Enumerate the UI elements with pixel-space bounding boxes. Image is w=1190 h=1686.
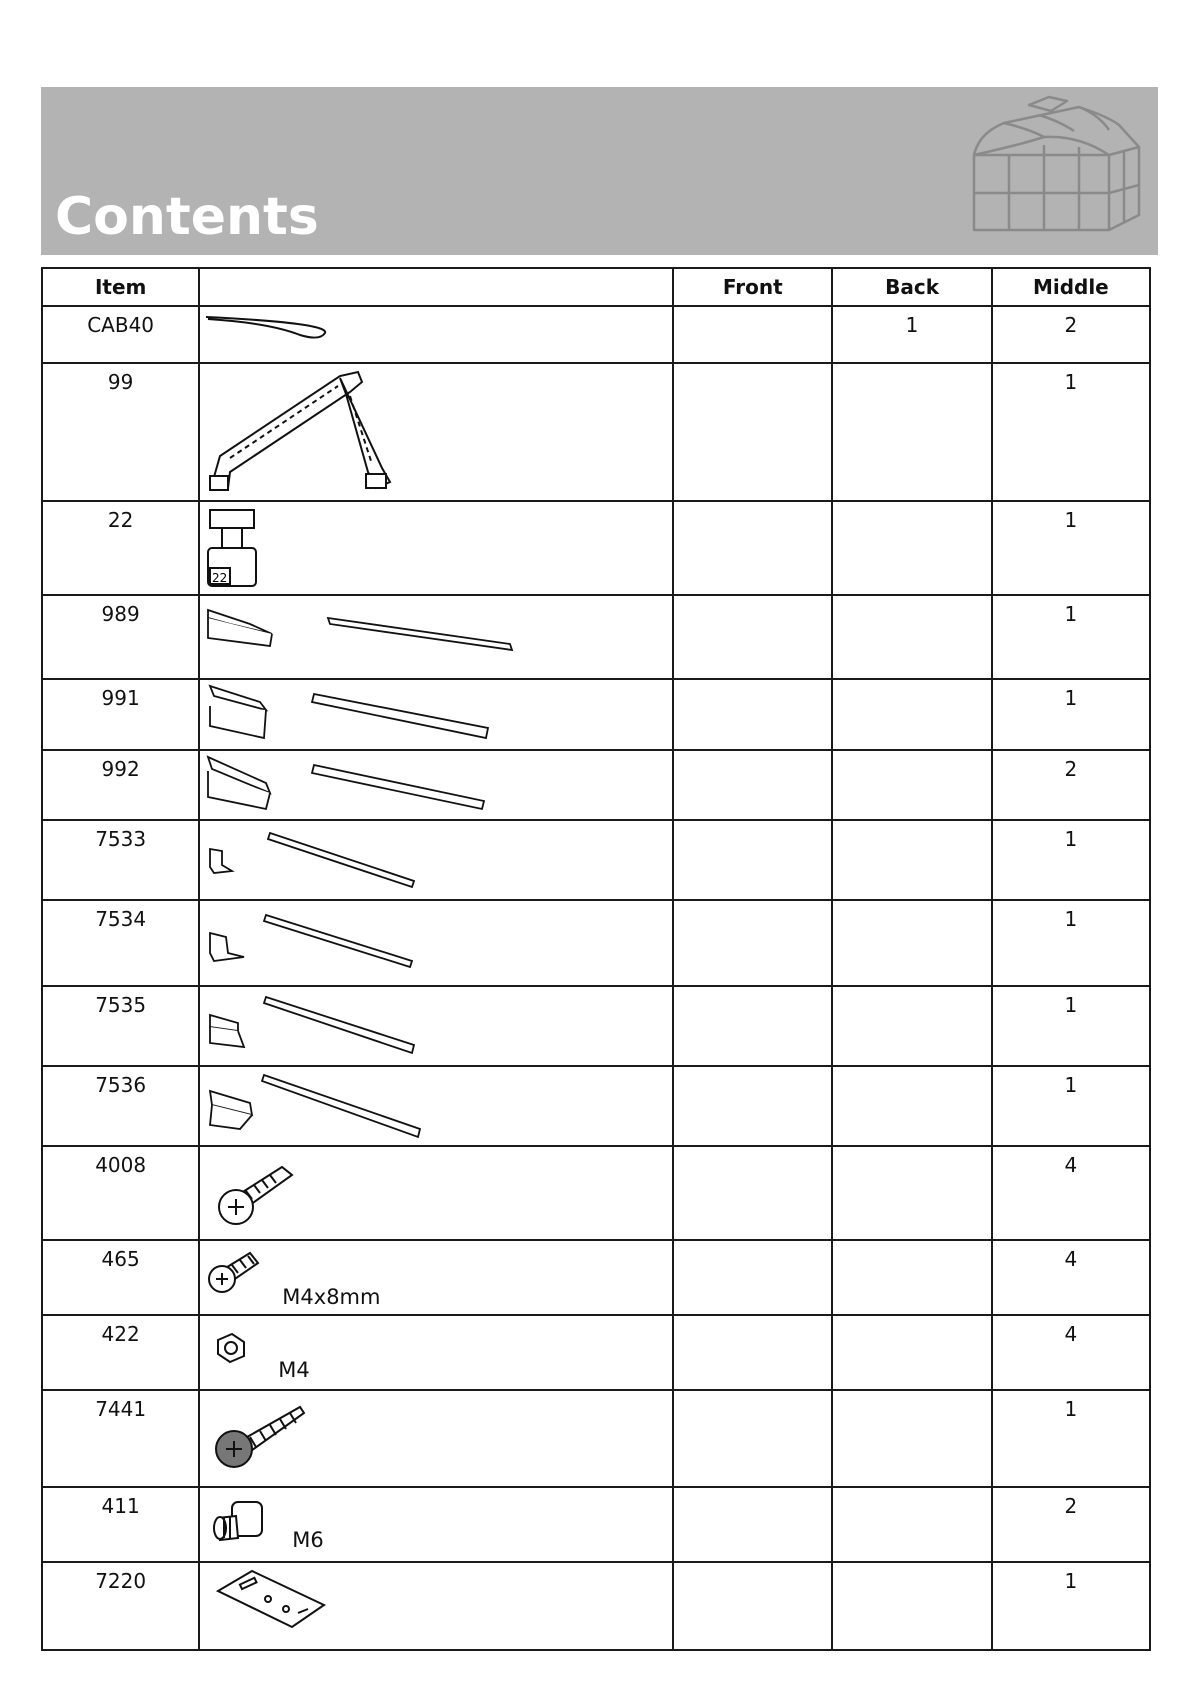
item-number: 99 xyxy=(42,363,199,501)
size-label: M6 xyxy=(292,1528,324,1552)
middle-qty: 1 xyxy=(992,900,1150,986)
middle-qty: 1 xyxy=(992,1066,1150,1146)
front-qty xyxy=(673,1390,832,1487)
table-row xyxy=(42,1066,1150,1146)
table-row xyxy=(42,1390,1150,1487)
middle-qty: 1 xyxy=(992,1562,1150,1650)
profile-bar-icon xyxy=(200,680,520,746)
part-image-cell xyxy=(199,1315,673,1390)
front-qty xyxy=(673,900,832,986)
header-item: Item xyxy=(42,268,199,306)
hex-nut-icon xyxy=(200,1316,500,1386)
square-head-bolt-icon xyxy=(200,1488,500,1558)
middle-qty: 1 xyxy=(992,363,1150,501)
roof-joint-bracket-icon xyxy=(200,364,500,498)
profile-bar-icon xyxy=(200,901,520,983)
item-number: 411 xyxy=(42,1487,199,1562)
middle-qty: 1 xyxy=(992,595,1150,679)
back-qty xyxy=(832,820,991,900)
item-number: 7535 xyxy=(42,986,199,1066)
profile-bar-icon xyxy=(200,596,520,676)
table-row xyxy=(42,1562,1150,1650)
table-row xyxy=(42,1240,1150,1315)
profile-bar-icon xyxy=(200,751,520,817)
table-row xyxy=(42,820,1150,900)
back-qty xyxy=(832,501,991,595)
table-row xyxy=(42,986,1150,1066)
self-drilling-screw-icon xyxy=(200,1147,500,1237)
table-row xyxy=(42,1315,1150,1390)
part-image-cell xyxy=(199,1562,673,1650)
front-qty xyxy=(673,306,832,363)
front-qty xyxy=(673,595,832,679)
item-number: 991 xyxy=(42,679,199,750)
middle-qty: 4 xyxy=(992,1240,1150,1315)
middle-qty: 1 xyxy=(992,501,1150,595)
item-number: 7534 xyxy=(42,900,199,986)
table-row xyxy=(42,900,1150,986)
part-image-cell xyxy=(199,750,673,820)
header-front: Front xyxy=(673,268,832,306)
item-number: 7441 xyxy=(42,1390,199,1487)
front-qty xyxy=(673,1240,832,1315)
item-number: 4008 xyxy=(42,1146,199,1240)
back-qty xyxy=(832,986,991,1066)
part-image-cell xyxy=(199,501,673,595)
item-number: CAB40 xyxy=(42,306,199,363)
contents-banner xyxy=(41,87,1158,255)
page-title: Contents xyxy=(55,187,319,247)
front-qty xyxy=(673,363,832,501)
table-row xyxy=(42,750,1150,820)
wood-screw-icon xyxy=(200,1391,500,1483)
back-qty xyxy=(832,679,991,750)
table-row xyxy=(42,595,1150,679)
svg-text:22: 22 xyxy=(212,571,228,585)
greenhouse-icon xyxy=(959,95,1149,235)
size-label: M4 xyxy=(278,1358,310,1382)
table-row xyxy=(42,679,1150,750)
part-image-cell xyxy=(199,306,673,363)
front-qty xyxy=(673,1487,832,1562)
table-row xyxy=(42,1487,1150,1562)
part-image-cell xyxy=(199,820,673,900)
back-qty xyxy=(832,1146,991,1240)
part-image-cell xyxy=(199,1390,673,1487)
front-qty xyxy=(673,750,832,820)
part-image-cell xyxy=(199,679,673,750)
back-qty xyxy=(832,1390,991,1487)
profile-bar-icon xyxy=(200,987,520,1063)
header-picture xyxy=(199,268,673,306)
part-image-cell xyxy=(199,1487,673,1562)
size-label: M4x8mm xyxy=(282,1285,381,1309)
cable-tie-icon xyxy=(200,307,500,357)
item-number: 465 xyxy=(42,1240,199,1315)
item-number: 989 xyxy=(42,595,199,679)
back-qty xyxy=(832,1066,991,1146)
back-qty xyxy=(832,750,991,820)
back-qty xyxy=(832,1487,991,1562)
header-back: Back xyxy=(832,268,991,306)
back-qty: 1 xyxy=(832,306,991,363)
back-qty xyxy=(832,1562,991,1650)
front-qty xyxy=(673,1315,832,1390)
table-row xyxy=(42,1146,1150,1240)
back-qty xyxy=(832,1315,991,1390)
part-image-cell xyxy=(199,595,673,679)
table-row xyxy=(42,501,1150,595)
middle-qty: 4 xyxy=(992,1146,1150,1240)
parts-table xyxy=(41,267,1151,1651)
connector-cap-icon xyxy=(200,502,500,592)
part-image-cell xyxy=(199,1146,673,1240)
front-qty xyxy=(673,1562,832,1650)
item-number: 22 xyxy=(42,501,199,595)
part-image-cell xyxy=(199,1240,673,1315)
item-number: 7533 xyxy=(42,820,199,900)
middle-qty: 1 xyxy=(992,986,1150,1066)
item-number: 422 xyxy=(42,1315,199,1390)
table-row xyxy=(42,363,1150,501)
item-number: 7220 xyxy=(42,1562,199,1650)
front-qty xyxy=(673,1146,832,1240)
front-qty xyxy=(673,986,832,1066)
profile-bar-icon xyxy=(200,1067,520,1143)
back-qty xyxy=(832,595,991,679)
middle-qty: 1 xyxy=(992,679,1150,750)
middle-qty: 1 xyxy=(992,820,1150,900)
part-image-cell xyxy=(199,986,673,1066)
front-qty xyxy=(673,679,832,750)
middle-qty: 1 xyxy=(992,1390,1150,1487)
back-qty xyxy=(832,363,991,501)
item-number: 7536 xyxy=(42,1066,199,1146)
item-number: 992 xyxy=(42,750,199,820)
middle-qty: 4 xyxy=(992,1315,1150,1390)
header-middle: Middle xyxy=(992,268,1150,306)
front-qty xyxy=(673,820,832,900)
front-qty xyxy=(673,501,832,595)
table-row xyxy=(42,306,1150,363)
part-image-cell xyxy=(199,1066,673,1146)
profile-bar-icon xyxy=(200,821,520,897)
part-image-cell xyxy=(199,900,673,986)
back-qty xyxy=(832,900,991,986)
middle-qty: 2 xyxy=(992,306,1150,363)
back-qty xyxy=(832,1240,991,1315)
front-qty xyxy=(673,1066,832,1146)
mounting-plate-icon xyxy=(200,1563,500,1647)
middle-qty: 2 xyxy=(992,750,1150,820)
header-row xyxy=(42,268,1150,306)
part-image-cell xyxy=(199,363,673,501)
middle-qty: 2 xyxy=(992,1487,1150,1562)
